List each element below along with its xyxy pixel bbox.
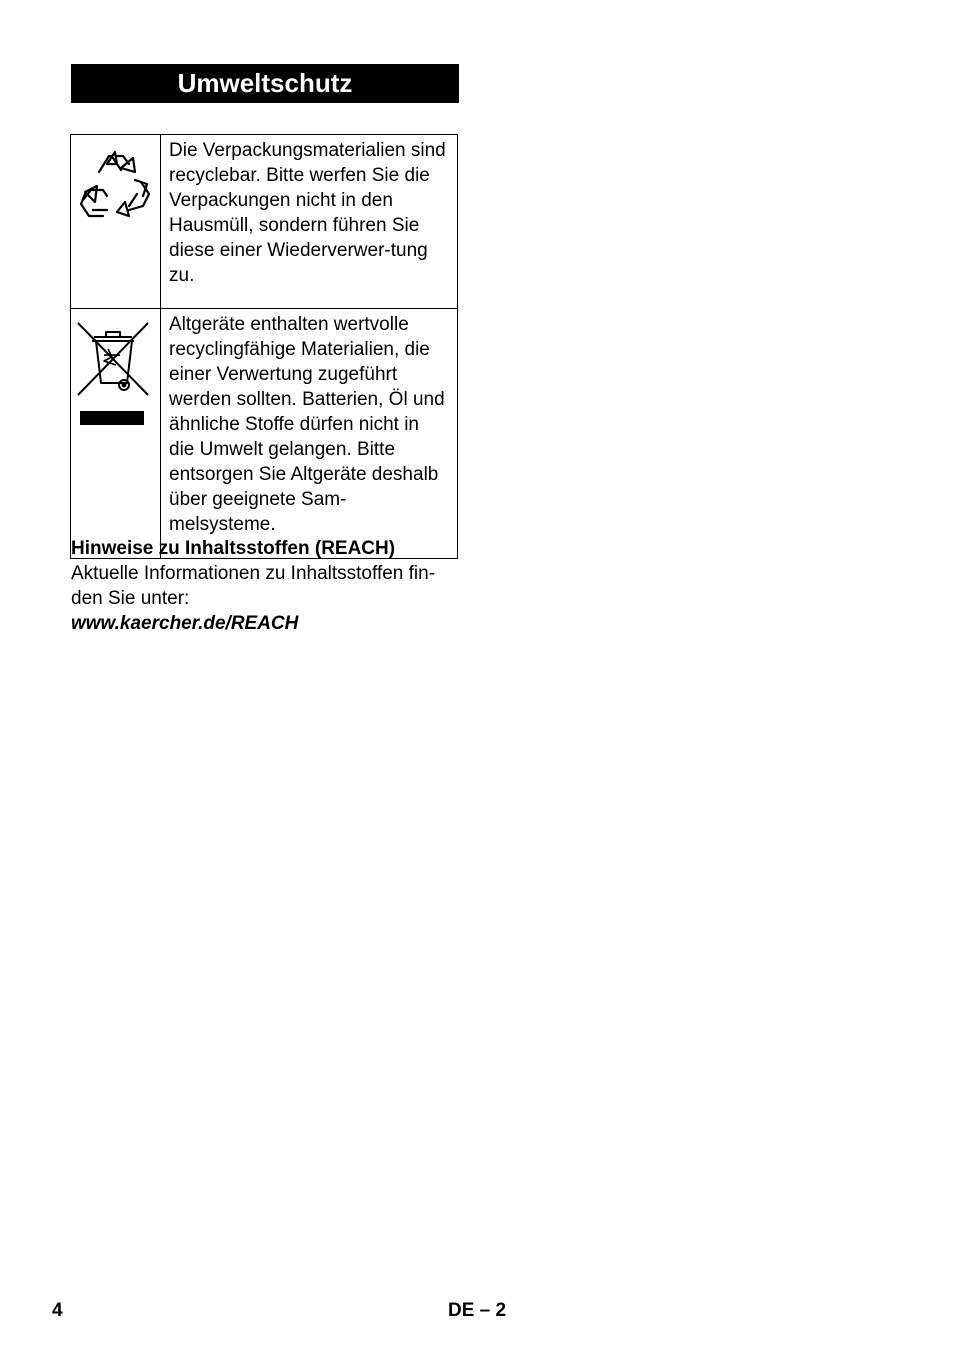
section-header-umweltschutz: Umweltschutz <box>71 64 459 103</box>
page-label: DE – 2 <box>448 1300 507 1321</box>
icon-cell-recycle <box>71 135 161 309</box>
reach-heading: Hinweise zu Inhaltsstoffen (REACH) <box>71 538 396 559</box>
environment-info-table <box>70 134 458 559</box>
packaging-info-text: Die Verpackungsmaterialien sind recyclebar. Bitte werfen Sie die Verpackungen nicht in den Hausmüll, sondern führen Sie diese einer Wiederverwer-tung zu. <box>161 135 458 309</box>
page-number: 4 <box>52 1300 63 1321</box>
table-row-old-devices <box>71 309 458 559</box>
old-devices-info-text: Altgeräte enthalten wertvolle recyclingfähige Materialien, die einer Verwertung zugeführt werden sollten. Batterien, Öl und ähnliche Stoffe dürfen nicht in die Umwelt gelangen. Bitte entsorgen Sie Altgeräte deshalb über geeignete Sam-melsysteme. <box>161 309 458 559</box>
reach-link[interactable]: www.kaercher.de/REACH <box>71 613 299 634</box>
reach-description: Aktuelle Informationen zu Inhaltsstoffen fin-den Sie unter: <box>71 563 436 609</box>
icon-cell-weee <box>71 309 161 559</box>
crossed-out-wheelie-bin-icon <box>71 309 160 434</box>
recycle-icon <box>71 135 160 231</box>
table-row-packaging <box>71 135 458 309</box>
